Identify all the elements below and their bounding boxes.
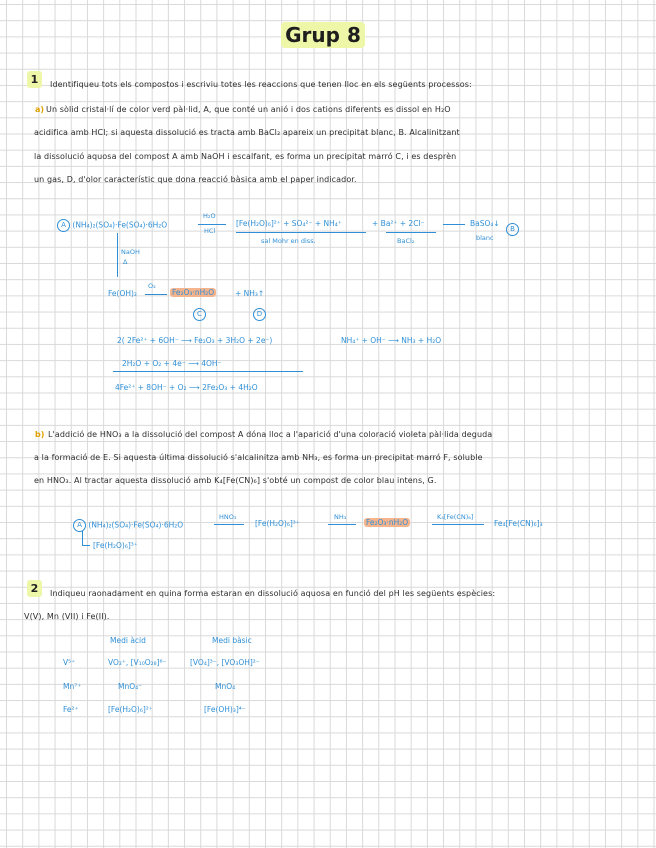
- baso4-precipitate: BaSO₄↓: [470, 219, 500, 228]
- naoh-label: NaOH: [121, 248, 140, 256]
- label-d-circle: D: [253, 308, 266, 321]
- nh3-gas: + NH₃↑: [235, 289, 265, 298]
- q1-part-a-marker: a): [35, 105, 45, 114]
- species-label: Fe²⁺: [63, 705, 79, 714]
- half-reaction-1: 2( 2Fe²⁺ + 6OH⁻ ⟶ Fe₂O₃ + 3H₂O + 2e⁻): [117, 336, 273, 345]
- fe2o3-highlight-b: Fe₂O₃·nH₂O: [366, 518, 409, 527]
- q2-line-1: Indiqueu raonadament en quina forma estaran en dissolució aquosa en funció del pH les següents espècies:: [50, 589, 496, 598]
- prussian-blue: Fe₄[Fe(CN)₆]₃: [494, 519, 543, 528]
- label-b-circle: B: [506, 223, 519, 236]
- bacl2-note: BaCl₂: [397, 237, 415, 245]
- blanc-note: blanc: [476, 234, 494, 242]
- basic-form: [VO₄]³⁻, [VO₃OH]²⁻: [190, 658, 260, 667]
- acid-form: [Fe(H₂O)₆]²⁺: [108, 705, 153, 714]
- scheme-b-start: [73, 519, 183, 532]
- barium-chloride-ions: + Ba²⁺ + 2Cl⁻: [372, 219, 425, 228]
- arrow-nh3: [328, 524, 356, 525]
- species-label: Mn⁷⁺: [63, 682, 82, 691]
- acid-form: MnO₄⁻: [118, 682, 143, 691]
- q2-line-2: V(V), Mn (VII) i Fe(II).: [24, 612, 110, 621]
- label-a-circle-b: A: [73, 519, 86, 532]
- label-c-circle: C: [193, 308, 206, 321]
- question-1-number: 1: [27, 71, 42, 88]
- arrow-to-baso4: [443, 224, 465, 225]
- branch-line: [82, 531, 83, 545]
- q1-b-line-1: L'addició de HNO₃ a la dissolució del compost A dóna lloc a l'aparició d'una coloració violeta pàl·lida deguda: [48, 430, 493, 439]
- nh3-label: NH₃: [334, 513, 347, 521]
- fe3-aqua: [Fe(H₂O)₆]³⁺: [255, 519, 300, 528]
- global-reaction: 4Fe²⁺ + 8OH⁻ + O₂ ⟶ 2Fe₂O₃ + 4H₂O: [115, 383, 258, 392]
- sum-line: [113, 371, 303, 372]
- page-title: Grup 8: [281, 22, 365, 48]
- label-c-wrap: [193, 304, 206, 323]
- k4-label: K₄[Fe(CN)₆]: [437, 513, 474, 521]
- q1-intro: Identifiqueu tots els compostos i escriviu totes les reaccions que tenen lloc en els següents processos:: [50, 80, 472, 89]
- ammonia-reaction: NH₄⁺ + OH⁻ ⟶ NH₃ + H₂O: [341, 336, 442, 345]
- oxidation-arrow: [145, 294, 167, 295]
- q1-a-line-3: la dissolució aquosa del compost A amb NaOH i escalfant, es forma un precipitat marró C, i es desprèn: [34, 152, 457, 161]
- vertical-arrow: [117, 233, 118, 277]
- dissociation-products: [Fe(H₂O)₆]²⁺ + SO₄²⁻ + NH₄⁺: [236, 219, 342, 228]
- arrow-label-water: H₂O: [203, 212, 216, 220]
- bacl-underline: [386, 232, 436, 233]
- mohr-salt-formula-b: (NH₄)₂(SO₄)·Fe(SO₄)·6H₂O: [88, 520, 184, 530]
- o2-label: O₂: [148, 282, 156, 290]
- half-reaction-2: 2H₂O + O₂ + 4e⁻ ⟶ 4OH⁻: [122, 359, 222, 368]
- arrow-label-hcl: HCl: [204, 227, 216, 235]
- basic-form: MnO₄: [215, 682, 236, 691]
- feoh2: Fe(OH)₂: [108, 289, 137, 298]
- q1-a-line-1: Un sòlid cristal·lí de color verd pàl·lid, A, que conté un anió i dos cations diferents es dissol en H₂O: [46, 105, 451, 114]
- label-b-wrap: [506, 219, 519, 238]
- arrow-hno3: [214, 524, 244, 525]
- fe2o3-highlight: Fe₂O₃·nH₂O: [172, 288, 215, 297]
- q1-a-line-4: un gas, D, d'olor característic que dona reacció bàsica amb el paper indicador.: [34, 175, 357, 184]
- species-label: V⁵⁺: [63, 658, 76, 667]
- label-d-wrap: [253, 304, 266, 323]
- basic-form: [Fe(OH)₃]⁴⁻: [204, 705, 246, 714]
- q1-a-line-2: acidifica amb HCl; si aquesta dissolució es tracta amb BaCl₂ apareix un precipitat blanc, B. Alcalinitzant: [34, 128, 460, 137]
- question-2-number: 2: [27, 580, 42, 597]
- label-a-circle: A: [57, 219, 70, 232]
- col-header-basic: Medi bàsic: [212, 636, 252, 645]
- reaction-arrow: [198, 224, 226, 225]
- acid-form: VO₂⁺, [V₁₀O₂₈]⁶⁻: [108, 658, 167, 667]
- products-underline: [236, 232, 366, 233]
- branch-product: [Fe(H₂O)₆]³⁺: [93, 541, 138, 550]
- scheme-a-start: [57, 219, 167, 232]
- q1-b-line-2: a la formació de E. Si aquesta última dissolució s'alcalinitza amb NH₃, es forma un precipitat marró F, soluble: [34, 453, 483, 462]
- mohr-note: sal Mohr en diss.: [261, 237, 316, 245]
- q1-part-b-marker: b): [35, 430, 45, 439]
- fe2o3-b: [364, 518, 410, 527]
- col-header-acid: Medi àcid: [110, 636, 146, 645]
- branch-arrow: [82, 545, 90, 546]
- arrow-k4: [432, 524, 484, 525]
- q1-b-line-3: en HNO₃. Al tractar aquesta dissolució amb K₄[Fe(CN)₆] s'obté un compost de color blau intens, G.: [34, 476, 437, 485]
- delta-label: Δ: [123, 258, 128, 266]
- mohr-salt-formula: (NH₄)₂(SO₄)·Fe(SO₄)·6H₂O: [72, 220, 168, 230]
- fe2o3-hydrate: [170, 288, 216, 297]
- hno3-label: HNO₃: [219, 513, 237, 521]
